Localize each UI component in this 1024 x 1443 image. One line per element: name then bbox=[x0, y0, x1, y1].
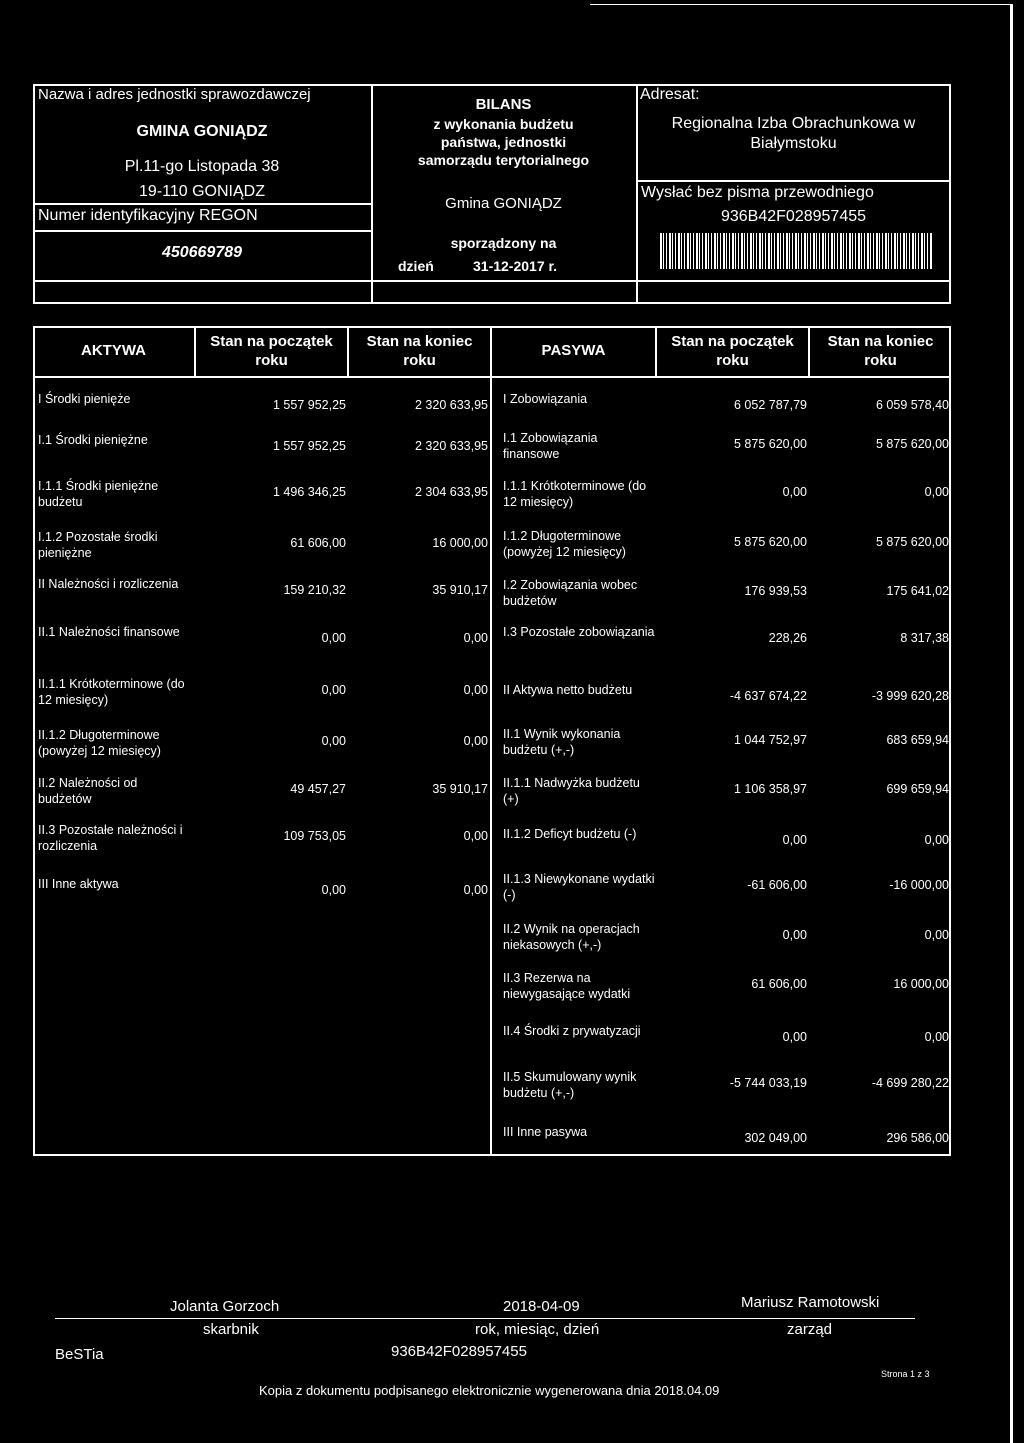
top-border-line bbox=[590, 4, 1010, 5]
right-scan-edge bbox=[1010, 4, 1013, 1443]
asset-row-label: II Należności i rozliczenia bbox=[38, 577, 179, 591]
regon-label: Numer identyfikacyjny REGON bbox=[38, 207, 258, 224]
liability-row-label: II.1.2 Deficyt budżetu (-) bbox=[503, 827, 637, 841]
footer-doc-id: 936B42F028957455 bbox=[391, 1343, 527, 1360]
header-bottom-divider bbox=[33, 280, 951, 282]
liability-row-label: II.4 Środki z prywatyzacji bbox=[503, 1024, 641, 1038]
asset-row-end: 2 320 633,95 bbox=[415, 439, 488, 453]
liability-row-start: 0,00 bbox=[782, 485, 807, 499]
signer2-name: Mariusz Ramotowski bbox=[741, 1294, 880, 1311]
liability-row-label: III Inne pasywa bbox=[503, 1125, 588, 1139]
asset-row-end: 2 320 633,95 bbox=[415, 398, 488, 412]
liability-row-end: 0,00 bbox=[924, 485, 949, 499]
col-header-assets: AKTYWA bbox=[81, 342, 146, 359]
liability-row-label: II.2 Wynik na operacjach niekasowych (+,-) bbox=[503, 922, 640, 952]
asset-row-start: 0,00 bbox=[321, 883, 346, 897]
report-subtitle2: państwa, jednostki bbox=[440, 134, 567, 150]
asset-row-label: II.1.1 Krótkoterminowe (do 12 miesięcy) bbox=[38, 677, 185, 707]
report-title: BILANS bbox=[475, 96, 532, 113]
asset-row-start: 109 753,05 bbox=[283, 829, 346, 843]
liability-row-start: 1 106 358,97 bbox=[734, 782, 807, 796]
software-name: BeSTia bbox=[55, 1346, 104, 1363]
asset-row-start: 49 457,27 bbox=[290, 782, 346, 796]
col-header-liabilities: PASYWA bbox=[541, 342, 606, 359]
liability-row-start: 5 875 620,00 bbox=[734, 535, 807, 549]
sign-date: 2018-04-09 bbox=[503, 1298, 580, 1315]
asset-row-end: 0,00 bbox=[463, 631, 488, 645]
asset-row-start: 61 606,00 bbox=[290, 536, 346, 550]
signer1-name: Jolanta Gorzoch bbox=[170, 1298, 280, 1315]
liability-row-end: 5 875 620,00 bbox=[876, 437, 949, 451]
liability-row-label: I Zobowiązania bbox=[503, 392, 588, 406]
liability-row-end: 175 641,02 bbox=[886, 584, 949, 598]
col-header-assets-start: Stan na początek roku bbox=[210, 333, 333, 369]
asset-row-end: 35 910,17 bbox=[432, 782, 488, 796]
liability-row-end: 296 586,00 bbox=[886, 1131, 949, 1145]
liability-row-label: I.1 Zobowiązania finansowe bbox=[503, 431, 598, 461]
col-header-liabilities-start: Stan na początek roku bbox=[671, 333, 794, 369]
asset-row-label: III Inne aktywa bbox=[38, 877, 119, 891]
asset-row-label: II.1 Należności finansowe bbox=[38, 625, 180, 639]
report-subtitle1: z wykonania budżetu bbox=[433, 116, 574, 132]
liability-row-end: 0,00 bbox=[924, 928, 949, 942]
liability-row-end: 683 659,94 bbox=[886, 733, 949, 747]
signature-line bbox=[55, 1318, 915, 1319]
asset-row-end: 16 000,00 bbox=[432, 536, 488, 550]
col-divider-3 bbox=[490, 326, 492, 1156]
asset-row-start: 0,00 bbox=[321, 631, 346, 645]
liability-row-start: -61 606,00 bbox=[747, 878, 807, 892]
unit-label: Nazwa i adres jednostki sprawozdawczej bbox=[38, 86, 311, 103]
liability-row-label: II Aktywa netto budżetu bbox=[503, 683, 633, 697]
page-number: Strona 1 z 3 bbox=[881, 1369, 930, 1379]
asset-row-start: 0,00 bbox=[321, 734, 346, 748]
liability-row-label: II.3 Rezerwa na niewygasające wydatki bbox=[503, 971, 631, 1001]
header-regon-divider bbox=[33, 203, 371, 205]
col-header-assets-end: Stan na koniec roku bbox=[366, 333, 473, 369]
liability-row-start: 6 052 787,79 bbox=[734, 398, 807, 412]
liability-row-label: I.1.1 Krótkoterminowe (do 12 miesięcy) bbox=[503, 479, 647, 509]
asset-row-end: 35 910,17 bbox=[432, 583, 488, 597]
unit-address1: Pl.11-go Listopada 38 bbox=[124, 158, 280, 175]
addressee-line2: Białymstoku bbox=[750, 135, 837, 152]
liability-row-start: 176 939,53 bbox=[744, 584, 807, 598]
liability-row-label: II.1.1 Nadwyżka budżetu (+) bbox=[503, 776, 640, 806]
liability-row-start: 0,00 bbox=[782, 928, 807, 942]
asset-row-start: 1 557 952,25 bbox=[273, 439, 346, 453]
liability-row-start: 228,26 bbox=[768, 631, 807, 645]
liability-row-end: 0,00 bbox=[924, 1030, 949, 1044]
asset-row-end: 0,00 bbox=[463, 883, 488, 897]
liability-row-start: -5 744 033,19 bbox=[729, 1076, 807, 1090]
header-addressee-divider bbox=[636, 180, 951, 182]
asset-row-label: I.1.2 Pozostałe środki pieniężne bbox=[38, 530, 158, 560]
asset-row-end: 0,00 bbox=[463, 829, 488, 843]
liability-row-start: -4 637 674,22 bbox=[729, 689, 807, 703]
liability-row-end: 8 317,38 bbox=[900, 631, 949, 645]
signer1-role: skarbnik bbox=[203, 1321, 259, 1338]
liability-row-end: 0,00 bbox=[924, 833, 949, 847]
liability-row-end: 6 059 578,40 bbox=[876, 398, 949, 412]
liability-row-end: -4 699 280,22 bbox=[871, 1076, 949, 1090]
asset-row-label: I.1.1 Środki pieniężne budżetu bbox=[38, 479, 159, 509]
liability-row-start: 61 606,00 bbox=[751, 977, 807, 991]
liability-row-label: I.2 Zobowiązania wobec budżetów bbox=[503, 578, 638, 608]
liability-row-end: 16 000,00 bbox=[893, 977, 949, 991]
liability-row-label: II.1.3 Niewykonane wydatki (-) bbox=[503, 872, 655, 902]
liability-row-label: II.1 Wynik wykonania budżetu (+,-) bbox=[503, 727, 621, 757]
report-date: 31-12-2017 r. bbox=[473, 258, 558, 274]
date-label: rok, miesiąc, dzień bbox=[475, 1321, 600, 1338]
asset-row-label: II.2 Należności od budżetów bbox=[38, 776, 138, 806]
liability-row-end: 699 659,94 bbox=[886, 782, 949, 796]
unit-address2: 19-110 GONIĄDZ bbox=[139, 183, 265, 200]
prepared-label: sporządzony na bbox=[450, 235, 557, 251]
addressee-line1: Regionalna Izba Obrachunkowa w bbox=[671, 115, 916, 132]
liability-row-start: 1 044 752,97 bbox=[734, 733, 807, 747]
signer2-role: zarząd bbox=[787, 1321, 833, 1338]
liability-row-label: II.5 Skumulowany wynik budżetu (+,-) bbox=[503, 1070, 637, 1100]
liability-row-start: 5 875 620,00 bbox=[734, 437, 807, 451]
liability-row-start: 0,00 bbox=[782, 833, 807, 847]
copy-note: Kopia z dokumentu podpisanego elektronicznie wygenerowana dnia 2018.04.09 bbox=[259, 1383, 720, 1398]
unit-name: GMINA GONIĄDZ bbox=[136, 123, 268, 140]
report-gmina: Gmina GONIĄDZ bbox=[445, 195, 562, 212]
header-regon-divider2 bbox=[33, 230, 371, 232]
asset-row-start: 1 496 346,25 bbox=[273, 485, 346, 499]
barcode-image bbox=[660, 233, 932, 269]
asset-row-end: 0,00 bbox=[463, 683, 488, 697]
regon-number: 450669789 bbox=[161, 244, 243, 261]
asset-row-end: 0,00 bbox=[463, 734, 488, 748]
liability-row-end: -3 999 620,28 bbox=[871, 689, 949, 703]
asset-row-label: II.3 Pozostałe należności i rozliczenia bbox=[38, 823, 183, 853]
liability-row-label: I.3 Pozostałe zobowiązania bbox=[503, 625, 655, 639]
addressee-label: Adresat: bbox=[640, 86, 700, 103]
asset-row-label: II.1.2 Długoterminowe (powyżej 12 miesięcy) bbox=[38, 728, 161, 758]
day-label: dzień bbox=[398, 258, 434, 274]
header-doc-id: 936B42F028957455 bbox=[720, 208, 867, 225]
send-note: Wysłać bez pisma przewodniego bbox=[641, 184, 874, 201]
asset-row-start: 159 210,32 bbox=[283, 583, 346, 597]
liability-row-end: 5 875 620,00 bbox=[876, 535, 949, 549]
col-header-liabilities-end: Stan na koniec roku bbox=[827, 333, 934, 369]
liability-row-end: -16 000,00 bbox=[889, 878, 949, 892]
report-subtitle3: samorządu terytorialnego bbox=[417, 152, 590, 168]
liability-row-label: I.1.2 Długoterminowe (powyżej 12 miesięcy) bbox=[503, 529, 626, 559]
liability-row-start: 302 049,00 bbox=[744, 1131, 807, 1145]
asset-row-label: I Środki pienięże bbox=[38, 392, 131, 406]
liability-row-start: 0,00 bbox=[782, 1030, 807, 1044]
asset-row-start: 1 557 952,25 bbox=[273, 398, 346, 412]
asset-row-end: 2 304 633,95 bbox=[415, 485, 488, 499]
header-row-divider bbox=[33, 376, 951, 378]
asset-row-label: I.1 Środki pieniężne bbox=[38, 433, 148, 447]
asset-row-start: 0,00 bbox=[321, 683, 346, 697]
